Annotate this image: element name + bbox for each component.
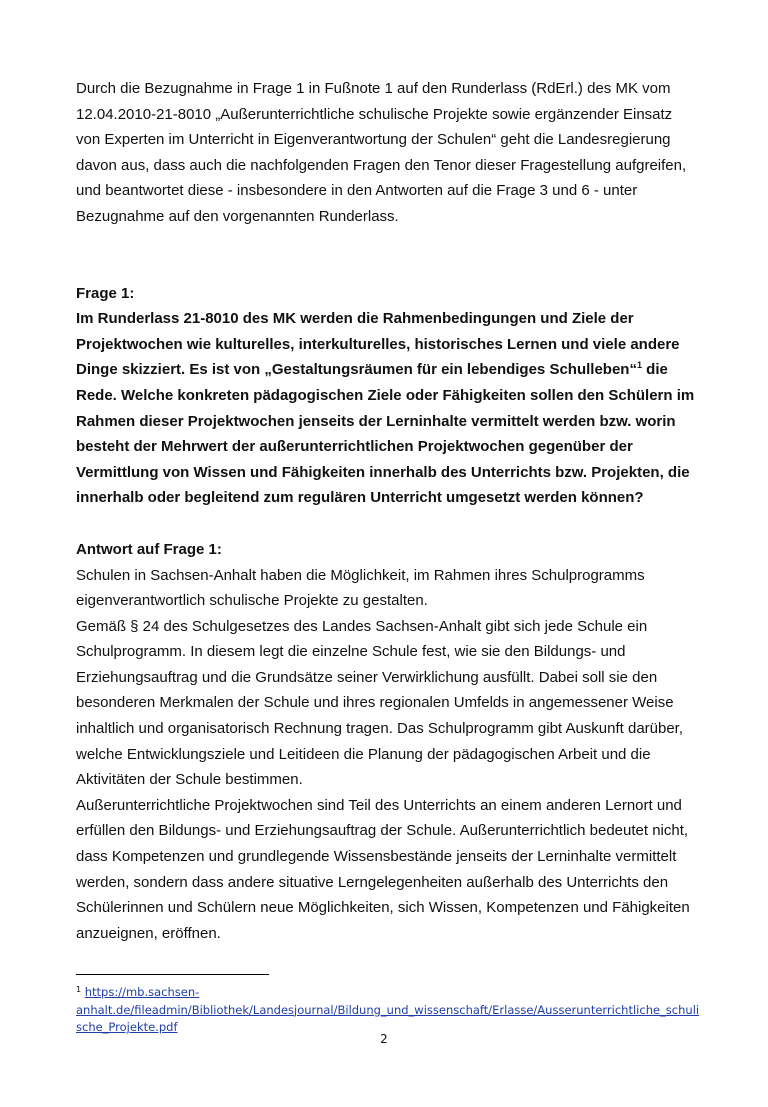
answer-line: Außerunterrichtliche Projektwochen sind Teil des Unterrichts an einem anderen Lernort und [76,796,682,814]
footnote-line [76,981,688,1002]
question-line: Projektwochen wie kulturelles, interkulturelles, historisches Lernen und viele andere [76,335,680,353]
document-page [76,76,695,946]
footnote-number: 1 [76,985,82,994]
intro-line: von Experten im Unterricht in Eigenverantwortung der Schulen“ geht die Landesregierung [76,131,671,149]
answer-text [76,563,688,947]
question-line: besteht der Mehrwert der außerunterrichtlichen Projektwochen gegenüber der [76,438,633,456]
answer-line: werden, sondern dass andere situative Lerngelegenheiten außerhalb des Unterrichts den [76,873,669,891]
answer-line: erfüllen den Bildungs- und Erziehungsauftrag der Schule. Außerunterrichtlich bedeutet nicht, [76,822,689,840]
answer-line: inhaltlich und organisatorisch Rechnung tragen. Das Schulprogramm gibt Auskunft darüber, [76,720,684,738]
answer-line: besonderen Merkmalen der Schule und ihres regionalen Umfelds in angemessener Weise [76,694,674,712]
question-line: Rede. Welche konkreten pädagogischen Ziele oder Fähigkeiten sollen den Schülern im [76,386,695,404]
question-text [76,306,695,511]
question-line: Vermittlung von Wissen und Fähigkeiten innerhalb des Unterrichts bzw. Projekten, die [76,463,690,481]
question-line: Im Runderlass 21-8010 des MK werden die Rahmenbedingungen und Ziele der [76,310,634,328]
answer-line: Aktivitäten der Schule bestimmen. [76,771,303,789]
footnote [76,981,700,1037]
question-heading [76,281,688,307]
footnote-separator [76,974,269,975]
answer-line: welche Entwicklungsziele und Leitideen die Planung der pädagogischen Arbeit und die [76,745,651,763]
question-line [76,357,688,383]
question-line: innerhalb oder begleitend zum regulären Unterricht umgesetzt werden können? [76,489,644,507]
question-line: Rahmen dieser Projektwochen jenseits der Lerninhalte vermittelt werden bzw. worin [76,412,676,430]
answer-line: Schülerinnen und Schülern neue Möglichkeiten, sich Wissen, Kompetenzen und Fähigkeiten [76,899,690,917]
intro-paragraph [76,76,688,230]
footnote-link[interactable]: anhalt.de/fileadmin/Bibliothek/Landesjournal/Bildung_und_wissenschaft/Erlasse/Ausserunterrichtliche_schuli [76,1002,700,1017]
answer-heading [76,537,688,563]
answer-line: dass Kompetenzen und grundlegende Wissensbestände jenseits der Lerninhalte vermittelt [76,848,677,866]
footnote-reference[interactable]: 1 [636,360,642,371]
intro-line: davon aus, dass auch die nachfolgenden Fragen den Tenor dieser Fragestellung aufgreifen, [76,156,687,174]
intro-line: Durch die Bezugnahme in Frage 1 in Fußnote 1 auf den Runderlass (RdErl.) des MK vom [76,80,671,97]
question-line-text: Dinge skizziert. Es ist von „Gestaltungsräumen für ein lebendiges Schulleben“ [76,361,637,379]
page-number: 2 [380,1032,388,1046]
answer-heading-text: Antwort auf Frage 1: [76,540,222,558]
intro-line: und beantwortet diese - insbesondere in den Antworten auf die Frage 3 und 6 - unter [76,182,638,200]
intro-line: 12.04.2010-21-8010 „Außerunterrichtliche schulische Projekte sowie ergänzender Einsatz [76,105,673,123]
answer-line: Schulen in Sachsen-Anhalt haben die Möglichkeit, im Rahmen ihres Schulprogramms [76,566,645,584]
question-line-tail: die [641,361,668,379]
answer-line: Schulprogramm. In diesem legt die einzelne Schule fest, wie sie den Bildungs- und [76,643,626,661]
answer-line: eigenverantwortlich schulische Projekte zu gestalten. [76,592,428,610]
question-heading-text: Frage 1: [76,284,135,302]
answer-line: Erziehungsauftrag und die Grundsätze seiner Verwirklichung ausfüllt. Dabei soll sie den [76,668,658,686]
intro-line: Bezugnahme auf den vorgenannten Runderlass. [76,207,399,225]
answer-line: Gemäß § 24 des Schulgesetzes des Landes Sachsen-Anhalt gibt sich jede Schule ein [76,617,648,635]
answer-line: anzueignen, eröffnen. [76,924,221,942]
footnote-line [76,1002,700,1020]
footnote-link[interactable]: sche_Projekte.pdf [76,1020,178,1034]
footnote-link[interactable]: https://mb.sachsen- [84,985,200,999]
